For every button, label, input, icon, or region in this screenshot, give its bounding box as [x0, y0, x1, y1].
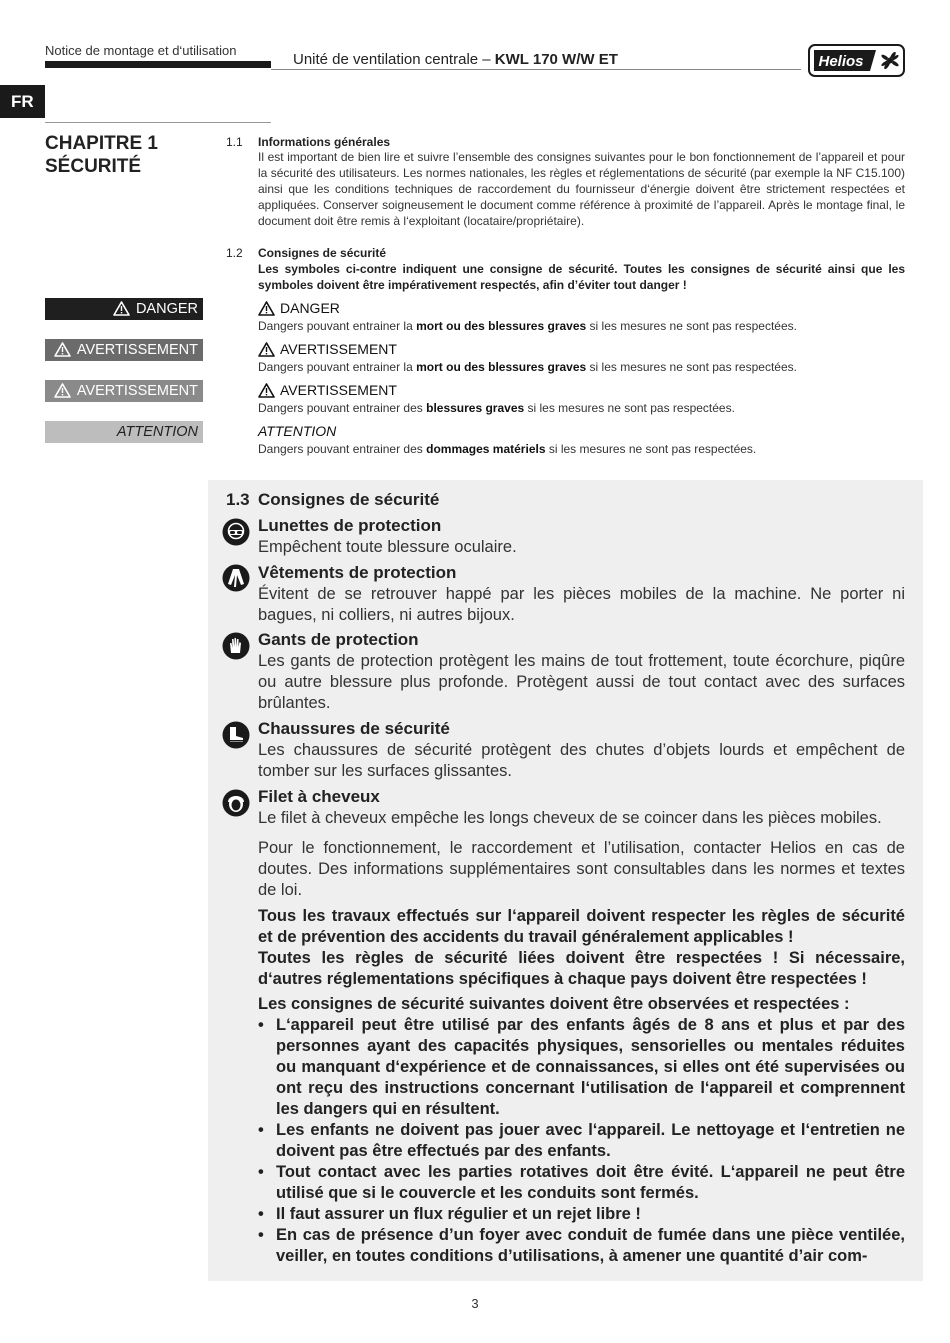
warning-triangle-icon — [258, 301, 275, 316]
gloves-icon — [222, 632, 250, 660]
chapter-title — [45, 132, 158, 178]
warning-badge: AVERTISSEMENT — [45, 339, 203, 361]
header-title: Unité de ventilation centrale – KWL 170 W/W ET — [293, 51, 618, 68]
section-heading: Consignes de sécurité — [258, 246, 387, 260]
list-item: • Il faut assurer un flux régulier et un rejet libre ! — [258, 1204, 905, 1225]
document-label: Notice de montage et d‘utilisation — [45, 43, 237, 58]
safety-bullet-list — [258, 1015, 905, 1267]
signal-description: Dangers pouvant entrainer des blessures graves si les mesures ne sont pas respectées. — [258, 401, 735, 415]
signal-description: Dangers pouvant entrainer des dommages matériels si les mesures ne sont pas respectées. — [258, 442, 757, 456]
ppe-title: Filet à cheveux — [258, 787, 380, 806]
ppe-text: Le filet à cheveux empêche les longs cheveux de se coincer dans les pièces mobiles. — [258, 809, 882, 827]
contact-paragraph: Pour le fonctionnement, le raccordement et l’utilisation, contacter Helios en cas de doutes. Des informations supplémentaires sont consultables dans les normes et textes de loi. — [258, 839, 905, 899]
section-heading: Informations générales — [258, 135, 391, 149]
safety-paragraph: Tous les travaux effectués sur l‘appareil doivent respecter les règles de sécurité et de prévention des accidents du travail généralement applicables ! — [258, 907, 905, 946]
language-tab: FR — [0, 85, 45, 118]
ppe-text: Empêchent toute blessure oculaire. — [258, 538, 517, 556]
header-bar — [45, 61, 271, 68]
section-body: Il est important de bien lire et suivre l’ensemble des consignes suivantes pour le bon fonctionnement de l’appareil et pour la sécurité des utilisateurs. Les normes nationales, les règles et réglementations de sécurité (par exemple la NF C15.100) ainsi que les conditions techniques de raccordement du fournisseur d‘énergie doivent être strictement respectées et appliquées. Conserver soigneusement le document comme référence à proximité de l’appareil. Après le montage final, le document doit être remis à l‘exploitant (locataire/propriétaire). — [258, 150, 905, 228]
page-number: 3 — [471, 1296, 479, 1311]
section-number: 1.1 — [226, 135, 243, 149]
section-number: 1.2 — [226, 246, 243, 260]
safety-paragraph: Toutes les règles de sécurité liées doivent être respectées ! Si nécessaire, d‘autres réglementations spécifiques à chaque pays doivent être respectées ! — [258, 949, 905, 988]
helios-logo — [808, 44, 905, 77]
ppe-title: Lunettes de protection — [258, 516, 442, 535]
goggles-icon — [222, 518, 250, 546]
attention-badge: ATTENTION — [45, 421, 203, 443]
chapter-rule — [45, 122, 271, 123]
chapter-number: CHAPITRE 1 — [45, 133, 158, 154]
list-intro: Les consignes de sécurité suivantes doivent être observées et respectées : — [258, 995, 850, 1013]
warning-triangle-icon — [54, 342, 71, 357]
boots-icon — [222, 721, 250, 749]
signal-title: AVERTISSEMENT — [258, 382, 397, 398]
chapter-name: SÉCURITÉ — [45, 156, 142, 177]
list-item: • Tout contact avec les parties rotatives doit être évité. L‘appareil ne peut être utilisé que si le couvercle et les conduits sont fermés. — [258, 1162, 905, 1204]
hairnet-icon — [222, 789, 250, 817]
logo-text: Helios — [818, 53, 864, 70]
ppe-text: Évitent de se retrouver happé par les pièces mobiles de la machine. Ne porter ni bagues, ni colliers, ni autres bijoux. — [258, 585, 905, 624]
warning-triangle-icon — [54, 383, 71, 398]
ppe-title: Chaussures de sécurité — [258, 719, 450, 738]
clothing-icon — [222, 564, 250, 592]
warning-triangle-icon — [258, 342, 275, 357]
warning-badge: AVERTISSEMENT — [45, 380, 203, 402]
list-item: • L‘appareil peut être utilisé par des enfants âgés de 8 ans et plus et par des personnes ayant des capacités physiques, sensorielles ou mentales réduites ou manquant d‘expérience et de connaissances, si elles ont été supervisées ou ont reçu des instructions concernant l‘utilisation de l‘appareil et comprennent les dangers qui en résultent. — [258, 1015, 905, 1120]
section-heading: Consignes de sécurité — [258, 490, 440, 509]
danger-badge: DANGER — [45, 298, 203, 320]
signal-description: Dangers pouvant entrainer la mort ou des blessures graves si les mesures ne sont pas respectées. — [258, 360, 797, 374]
ppe-title: Vêtements de protection — [258, 563, 457, 582]
section-intro: Les symboles ci-contre indiquent une consigne de sécurité. Toutes les consignes de sécurité ainsi que les symboles doivent être impérativement respectés, afin d’éviter tout danger ! — [258, 262, 905, 292]
warning-triangle-icon — [113, 301, 130, 316]
signal-title: ATTENTION — [258, 423, 337, 439]
list-item: • Les enfants ne doivent pas jouer avec l‘appareil. Le nettoyage et l‘entretien ne doivent pas être effectués par des enfants. — [258, 1120, 905, 1162]
ppe-title: Gants de protection — [258, 630, 419, 649]
ppe-text: Les gants de protection protègent les mains de tout frottement, toute écorchure, piqûre ou autre blessure plus profonde. Protègent aussi de tout contact avec des surfaces brûlantes. — [258, 652, 905, 712]
signal-title: AVERTISSEMENT — [258, 341, 397, 357]
ppe-text: Les chaussures de sécurité protègent des chutes d’objets lourds et empêchent de tomber sur les surfaces glissantes. — [258, 741, 905, 780]
warning-triangle-icon — [258, 383, 275, 398]
signal-title: DANGER — [258, 300, 340, 316]
header-rule — [271, 69, 801, 70]
signal-description: Dangers pouvant entrainer la mort ou des blessures graves si les mesures ne sont pas respectées. — [258, 319, 797, 333]
section-number: 1.3 — [226, 490, 250, 509]
list-item: • En cas de présence d’un foyer avec conduit de fumée dans une pièce ventilée, veiller, en toutes conditions d’utilisations, à amener une quantité d’air com- — [258, 1225, 905, 1267]
